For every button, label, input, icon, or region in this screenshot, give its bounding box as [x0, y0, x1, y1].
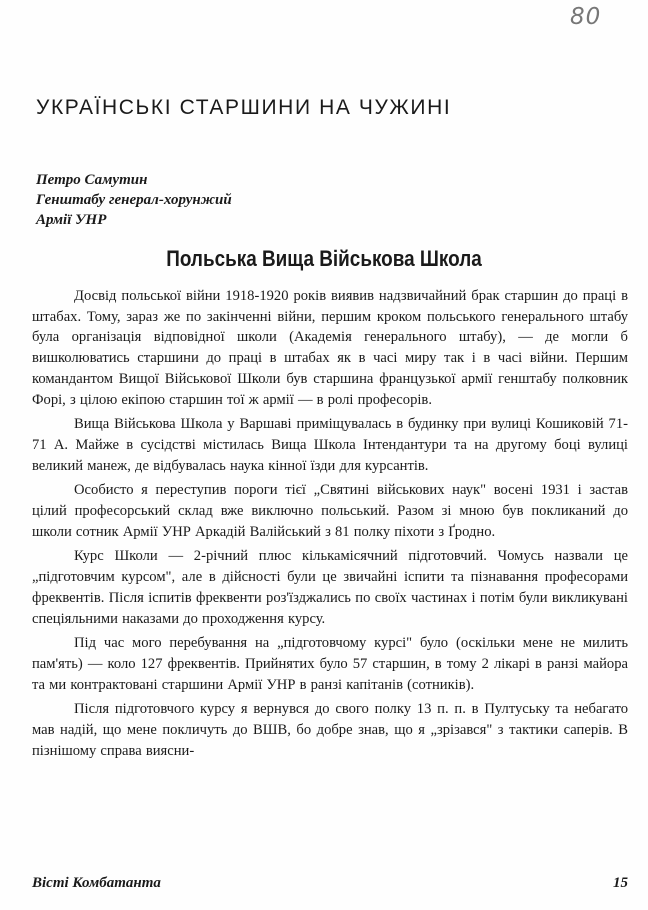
- author-byline: [36, 170, 232, 230]
- article-title: Польська Вища Військова Школа: [166, 246, 482, 271]
- article-body: [32, 286, 628, 765]
- paragraph: Досвід польської війни 1918-1920 років виявив надзвичайний брак старшин до праці в штабах. Тому, зараз же по закінченні війни, першим кроком польського генерального штабу була організація відповідної школи (Академія генерального штабу), — де могли б вишколюватись старшини до праці в штабах як в часі миру так і в часі війни. Першим командантом Вищої Військової Школи був старшина французької армії генштабу полковник Форі, з цілою екіпою старшин тої ж армії — в ролі професорів.: [32, 288, 628, 408]
- author-army: Армії УНР: [36, 212, 107, 228]
- handwritten-page-mark: 80: [570, 4, 602, 30]
- paragraph: Курс Школи — 2-річний плюс кількамісячний підготовчий. Чомусь назвали це „підготовчим курсом", але в дійсності були це звичайні іспити та пізнавання професорами фреквентів. Після іспитів фреквенти роз'їзджались по своїх частинах і потім були викликувані спеціяльними наказами до проходження курсу.: [32, 548, 628, 627]
- journal-name: Вісті Комбатанта: [32, 875, 161, 891]
- paragraph: Після підготовчого курсу я вернувся до свого полку 13 п. п. в Пултуську та небагато мав надій, що мене покличуть до ВШВ, бо добре знав, що я „зрізався" з тактики саперів. В пізнішому справа виясни-: [32, 701, 628, 759]
- paragraph: Особисто я переступив пороги тієї „Святині військових наук" восені 1931 і застав цілий професорський склад вже виключно польський. Разом зі мною був покликаний до школи сотник Армії УНР Аркадій Валійський з 81 полку піхоти з Ґродно.: [32, 482, 628, 540]
- paragraph: Під час мого перебування на „підготовчому курсі" було (оскільки мене не милить пам'ять) — коло 127 фреквентів. Прийнятих було 57 старшин, в тому 2 лікарі в ранзі майора та ми контрактовані старшини Армії УНР в ранзі капітанів (сотників).: [32, 635, 628, 693]
- section-title: УКРАЇНСЬКІ СТАРШИНИ НА ЧУЖИНІ: [36, 96, 452, 119]
- page-number: 15: [613, 875, 628, 891]
- paragraph: Вища Військова Школа у Варшаві приміщувалась в будинку при вулиці Кошиковій 71-71 А. Майже в сусідстві містилась Вища Школа Інтендантури та на другому боці вулиці великий манеж, де відбувалась наука кінної їзди для курсантів.: [32, 416, 628, 474]
- author-rank: Генштабу генерал-хорунжий: [36, 192, 232, 208]
- author-name: Петро Самутин: [36, 172, 148, 188]
